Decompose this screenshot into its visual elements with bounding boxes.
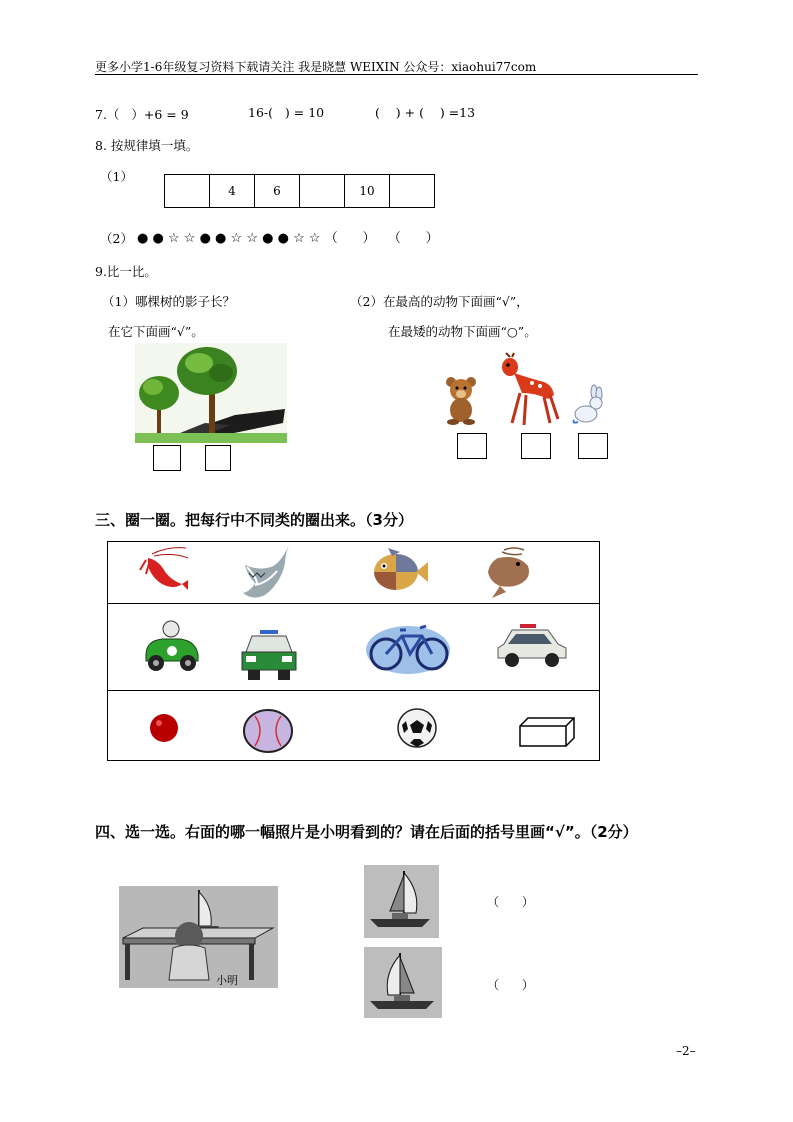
symbol: ● bbox=[262, 231, 274, 246]
symbol: ● bbox=[215, 231, 227, 246]
sequence-cell: 10 bbox=[345, 175, 390, 208]
symbol: ☆ bbox=[183, 231, 196, 246]
boat-photo-option2[interactable] bbox=[364, 947, 442, 1018]
deer-answer-box[interactable] bbox=[521, 433, 551, 459]
page-number: –2– bbox=[676, 1044, 696, 1058]
baseball-icon[interactable] bbox=[243, 708, 293, 754]
answer-blanks[interactable]: （ ） （ ） bbox=[324, 231, 439, 246]
tree2-answer-box[interactable] bbox=[205, 445, 231, 471]
q9-sub1-line2: 在它下面画“√”。 bbox=[108, 324, 204, 339]
q7-part2: 16-( ) = 10 bbox=[248, 105, 325, 120]
symbol-sequence bbox=[137, 227, 439, 246]
option1-answer[interactable]: （ ） bbox=[487, 895, 534, 909]
q9-title: 9.比一比。 bbox=[95, 264, 157, 279]
odd-one-out-grid bbox=[107, 541, 600, 761]
q8-sub1-label: （1） bbox=[100, 169, 133, 184]
soccer-ball-icon[interactable] bbox=[396, 707, 438, 749]
sequence-cell[interactable] bbox=[300, 175, 345, 208]
section4-title: 四、选一选。右面的哪一幅照片是小明看到的？请在后面的括号里画“√”。（2分） bbox=[95, 823, 638, 841]
symbol: ● bbox=[152, 231, 164, 246]
q9-sub2-line1: （2）在最高的动物下面画“√”， bbox=[350, 294, 529, 309]
bicycle-icon[interactable] bbox=[364, 612, 454, 676]
symbol: ☆ bbox=[230, 231, 243, 246]
page-header: 更多小学1-6年级复习资料下载请关注 我是晓慧 WEIXIN 公众号：xiaohui77com bbox=[95, 60, 537, 74]
rabbit-icon bbox=[568, 386, 608, 426]
option2-answer[interactable]: （ ） bbox=[487, 978, 534, 992]
q9-sub2-line2: 在最矮的动物下面画“○”。 bbox=[388, 324, 537, 339]
sequence-cell: 4 bbox=[210, 175, 255, 208]
symbol: ☆ bbox=[167, 231, 180, 246]
boy-label: 小明 bbox=[216, 974, 238, 987]
sedan-car-icon[interactable] bbox=[496, 622, 568, 672]
sequence-table bbox=[164, 174, 435, 208]
sequence-cell[interactable] bbox=[390, 175, 435, 208]
fish-icon[interactable] bbox=[370, 546, 428, 594]
symbol: ☆ bbox=[246, 231, 258, 246]
sequence-cell: 6 bbox=[255, 175, 300, 208]
symbol: ● bbox=[199, 231, 211, 246]
q7-part1: 7.（ ）+6 = 9 bbox=[95, 107, 189, 122]
trees-shadow-image bbox=[135, 343, 287, 443]
q8-sub2-label: （2） bbox=[100, 231, 133, 246]
bear-icon bbox=[443, 374, 481, 426]
boy-at-table-image bbox=[119, 886, 278, 988]
header-rule bbox=[95, 74, 698, 75]
deer-icon bbox=[496, 353, 560, 429]
shark-icon[interactable] bbox=[241, 543, 295, 601]
symbol: ● bbox=[277, 231, 289, 246]
sequence-cell[interactable] bbox=[165, 175, 210, 208]
symbol: ● bbox=[137, 231, 149, 246]
red-ball-icon[interactable] bbox=[149, 713, 179, 743]
cuboid-icon[interactable] bbox=[518, 716, 576, 748]
symbol: ☆ bbox=[293, 231, 305, 246]
section3-title: 三、圈一圈。把每行中不同类的圈出来。（3分） bbox=[95, 511, 413, 529]
tree1-answer-box[interactable] bbox=[153, 445, 181, 471]
q7-part3: ( ) + ( ) =13 bbox=[375, 105, 476, 120]
shrimp-icon[interactable] bbox=[138, 546, 190, 592]
boat-photo-option1[interactable] bbox=[364, 865, 439, 938]
catfish-icon[interactable] bbox=[484, 544, 538, 600]
rabbit-answer-box[interactable] bbox=[578, 433, 608, 459]
police-car-icon[interactable] bbox=[240, 628, 298, 682]
symbol: ☆ bbox=[308, 231, 321, 246]
q9-sub1-line1: （1）哪棵树的影子长？ bbox=[102, 294, 235, 309]
race-car-icon[interactable] bbox=[142, 619, 200, 675]
q8-title: 8. 按规律填一填。 bbox=[95, 138, 199, 153]
bear-answer-box[interactable] bbox=[457, 433, 487, 459]
